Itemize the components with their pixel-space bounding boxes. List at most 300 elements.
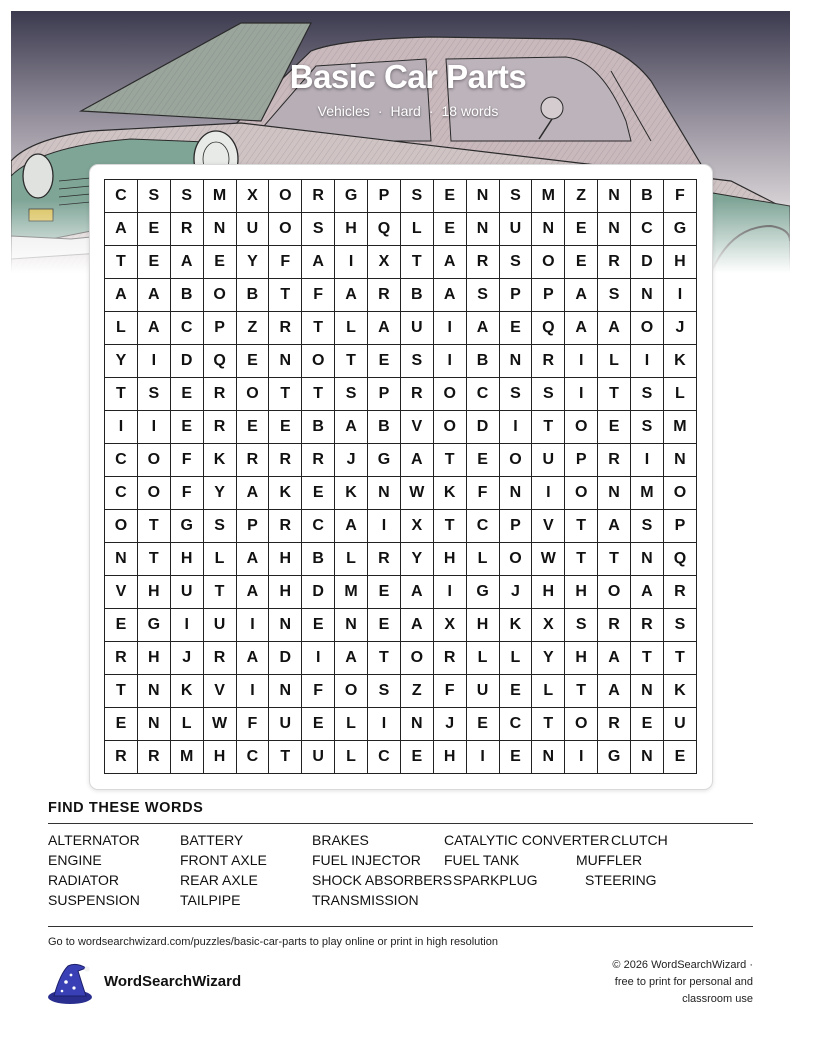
grid-cell[interactable]: L (203, 543, 236, 576)
grid-cell[interactable]: U (203, 609, 236, 642)
grid-cell[interactable]: E (236, 411, 269, 444)
grid-cell[interactable]: R (269, 444, 302, 477)
grid-cell[interactable]: A (631, 576, 664, 609)
grid-cell[interactable]: O (105, 510, 138, 543)
grid-cell[interactable]: P (368, 378, 401, 411)
grid-cell[interactable]: R (203, 411, 236, 444)
grid-cell[interactable]: A (137, 312, 170, 345)
grid-cell[interactable]: K (335, 477, 368, 510)
grid-cell[interactable]: I (466, 741, 499, 774)
grid-cell[interactable]: T (663, 642, 696, 675)
grid-cell[interactable]: S (663, 609, 696, 642)
grid-cell[interactable]: A (433, 279, 466, 312)
grid-cell[interactable]: A (598, 312, 631, 345)
grid-cell[interactable]: R (368, 543, 401, 576)
grid-cell[interactable]: C (105, 180, 138, 213)
grid-cell[interactable]: S (400, 180, 433, 213)
grid-cell[interactable]: U (269, 708, 302, 741)
grid-cell[interactable]: A (400, 444, 433, 477)
grid-cell[interactable]: A (400, 609, 433, 642)
grid-cell[interactable]: J (499, 576, 532, 609)
grid-cell[interactable]: N (631, 741, 664, 774)
grid-cell[interactable]: L (499, 642, 532, 675)
grid-cell[interactable]: I (499, 411, 532, 444)
grid-cell[interactable]: U (466, 675, 499, 708)
grid-cell[interactable]: L (466, 642, 499, 675)
grid-cell[interactable]: M (532, 180, 565, 213)
grid-cell[interactable]: A (105, 213, 138, 246)
grid-cell[interactable]: I (565, 345, 598, 378)
grid-cell[interactable]: E (170, 378, 203, 411)
grid-cell[interactable]: P (663, 510, 696, 543)
grid-cell[interactable]: I (565, 378, 598, 411)
grid-cell[interactable]: P (499, 510, 532, 543)
grid-cell[interactable]: O (335, 675, 368, 708)
grid-cell[interactable]: E (302, 609, 335, 642)
grid-cell[interactable]: R (302, 444, 335, 477)
grid-cell[interactable]: R (400, 378, 433, 411)
grid-cell[interactable]: F (170, 444, 203, 477)
grid-cell[interactable]: I (170, 609, 203, 642)
grid-cell[interactable]: R (631, 609, 664, 642)
grid-cell[interactable]: E (203, 246, 236, 279)
grid-cell[interactable]: E (466, 708, 499, 741)
grid-cell[interactable]: L (105, 312, 138, 345)
grid-cell[interactable]: E (663, 741, 696, 774)
grid-cell[interactable]: O (433, 411, 466, 444)
grid-cell[interactable]: A (433, 246, 466, 279)
grid-cell[interactable]: F (302, 675, 335, 708)
grid-cell[interactable]: B (631, 180, 664, 213)
grid-cell[interactable]: S (499, 246, 532, 279)
grid-cell[interactable]: K (269, 477, 302, 510)
grid-cell[interactable]: I (368, 708, 401, 741)
grid-cell[interactable]: E (466, 444, 499, 477)
grid-cell[interactable]: L (335, 741, 368, 774)
grid-cell[interactable]: C (302, 510, 335, 543)
grid-cell[interactable]: T (565, 543, 598, 576)
grid-cell[interactable]: O (203, 279, 236, 312)
grid-cell[interactable]: C (105, 444, 138, 477)
grid-cell[interactable]: Q (532, 312, 565, 345)
grid-cell[interactable]: E (269, 411, 302, 444)
grid-cell[interactable]: O (302, 345, 335, 378)
grid-cell[interactable]: H (170, 543, 203, 576)
grid-cell[interactable]: N (466, 180, 499, 213)
grid-cell[interactable]: O (269, 213, 302, 246)
grid-cell[interactable]: A (368, 312, 401, 345)
grid-cell[interactable]: K (663, 345, 696, 378)
grid-cell[interactable]: N (499, 345, 532, 378)
grid-cell[interactable]: M (170, 741, 203, 774)
grid-cell[interactable]: T (631, 642, 664, 675)
grid-cell[interactable]: N (499, 477, 532, 510)
grid-cell[interactable]: T (433, 444, 466, 477)
grid-cell[interactable]: A (598, 510, 631, 543)
grid-cell[interactable]: Y (203, 477, 236, 510)
grid-cell[interactable]: T (105, 246, 138, 279)
grid-cell[interactable]: O (137, 444, 170, 477)
grid-cell[interactable]: N (269, 345, 302, 378)
grid-cell[interactable]: B (236, 279, 269, 312)
grid-cell[interactable]: U (302, 741, 335, 774)
grid-cell[interactable]: S (137, 378, 170, 411)
grid-cell[interactable]: Z (565, 180, 598, 213)
grid-cell[interactable]: S (631, 378, 664, 411)
grid-cell[interactable]: I (236, 609, 269, 642)
grid-cell[interactable]: C (631, 213, 664, 246)
grid-cell[interactable]: R (433, 642, 466, 675)
grid-cell[interactable]: A (105, 279, 138, 312)
grid-cell[interactable]: T (269, 378, 302, 411)
grid-cell[interactable]: A (565, 312, 598, 345)
grid-cell[interactable]: H (269, 576, 302, 609)
grid-cell[interactable]: X (400, 510, 433, 543)
grid-cell[interactable]: A (400, 576, 433, 609)
grid-cell[interactable]: Z (400, 675, 433, 708)
grid-cell[interactable]: G (598, 741, 631, 774)
grid-cell[interactable]: P (368, 180, 401, 213)
grid-cell[interactable]: H (466, 609, 499, 642)
grid-cell[interactable]: P (565, 444, 598, 477)
grid-cell[interactable]: O (499, 444, 532, 477)
grid-cell[interactable]: G (368, 444, 401, 477)
grid-cell[interactable]: R (105, 642, 138, 675)
grid-cell[interactable]: D (466, 411, 499, 444)
grid-cell[interactable]: R (269, 312, 302, 345)
grid-cell[interactable]: T (269, 741, 302, 774)
grid-cell[interactable]: E (170, 411, 203, 444)
grid-cell[interactable]: N (598, 180, 631, 213)
grid-cell[interactable]: T (565, 510, 598, 543)
grid-cell[interactable]: L (598, 345, 631, 378)
grid-cell[interactable]: N (368, 477, 401, 510)
grid-cell[interactable]: F (663, 180, 696, 213)
grid-cell[interactable]: H (532, 576, 565, 609)
grid-cell[interactable]: C (368, 741, 401, 774)
grid-cell[interactable]: H (433, 741, 466, 774)
grid-cell[interactable]: S (137, 180, 170, 213)
grid-cell[interactable]: Z (236, 312, 269, 345)
grid-cell[interactable]: T (335, 345, 368, 378)
grid-cell[interactable]: K (663, 675, 696, 708)
grid-cell[interactable]: F (466, 477, 499, 510)
grid-cell[interactable]: E (565, 213, 598, 246)
grid-cell[interactable]: O (433, 378, 466, 411)
grid-cell[interactable]: I (368, 510, 401, 543)
grid-cell[interactable]: E (433, 180, 466, 213)
grid-cell[interactable]: E (105, 708, 138, 741)
grid-cell[interactable]: K (499, 609, 532, 642)
grid-cell[interactable]: P (532, 279, 565, 312)
grid-cell[interactable]: C (170, 312, 203, 345)
grid-cell[interactable]: N (466, 213, 499, 246)
grid-cell[interactable]: E (631, 708, 664, 741)
grid-cell[interactable]: L (335, 543, 368, 576)
play-online-link[interactable]: Go to wordsearchwizard.com/puzzles/basic-car-parts to play online or print in high resolution (48, 936, 498, 948)
grid-cell[interactable]: L (170, 708, 203, 741)
grid-cell[interactable]: R (663, 576, 696, 609)
grid-cell[interactable]: W (203, 708, 236, 741)
grid-cell[interactable]: Q (663, 543, 696, 576)
grid-cell[interactable]: R (598, 444, 631, 477)
grid-cell[interactable]: S (302, 213, 335, 246)
grid-cell[interactable]: I (631, 345, 664, 378)
grid-cell[interactable]: B (302, 411, 335, 444)
grid-cell[interactable]: B (466, 345, 499, 378)
grid-cell[interactable]: L (335, 708, 368, 741)
grid-cell[interactable]: A (335, 642, 368, 675)
grid-cell[interactable]: N (598, 477, 631, 510)
grid-cell[interactable]: T (532, 411, 565, 444)
grid-cell[interactable]: L (466, 543, 499, 576)
grid-cell[interactable]: E (400, 741, 433, 774)
grid-cell[interactable]: T (105, 378, 138, 411)
grid-cell[interactable]: R (105, 741, 138, 774)
grid-cell[interactable]: N (137, 675, 170, 708)
grid-cell[interactable]: I (663, 279, 696, 312)
grid-cell[interactable]: R (203, 378, 236, 411)
grid-cell[interactable]: H (137, 576, 170, 609)
grid-cell[interactable]: O (631, 312, 664, 345)
grid-cell[interactable]: Y (532, 642, 565, 675)
grid-cell[interactable]: H (137, 642, 170, 675)
grid-cell[interactable]: M (663, 411, 696, 444)
grid-cell[interactable]: A (335, 411, 368, 444)
grid-cell[interactable]: E (565, 246, 598, 279)
grid-cell[interactable]: J (663, 312, 696, 345)
grid-cell[interactable]: E (433, 213, 466, 246)
grid-cell[interactable]: O (137, 477, 170, 510)
grid-cell[interactable]: K (203, 444, 236, 477)
grid-cell[interactable]: T (565, 675, 598, 708)
grid-cell[interactable]: S (335, 378, 368, 411)
grid-cell[interactable]: R (598, 246, 631, 279)
grid-cell[interactable]: I (105, 411, 138, 444)
grid-cell[interactable]: E (137, 213, 170, 246)
grid-cell[interactable]: N (400, 708, 433, 741)
grid-cell[interactable]: M (203, 180, 236, 213)
grid-cell[interactable]: R (598, 609, 631, 642)
grid-cell[interactable]: I (302, 642, 335, 675)
grid-cell[interactable]: R (368, 279, 401, 312)
grid-cell[interactable]: S (631, 411, 664, 444)
grid-cell[interactable]: T (203, 576, 236, 609)
grid-cell[interactable]: O (565, 411, 598, 444)
grid-cell[interactable]: G (170, 510, 203, 543)
grid-cell[interactable]: C (466, 378, 499, 411)
grid-cell[interactable]: X (532, 609, 565, 642)
grid-cell[interactable]: T (368, 642, 401, 675)
grid-cell[interactable]: X (236, 180, 269, 213)
grid-cell[interactable]: S (598, 279, 631, 312)
grid-cell[interactable]: R (598, 708, 631, 741)
grid-cell[interactable]: T (302, 378, 335, 411)
grid-cell[interactable]: C (236, 741, 269, 774)
grid-cell[interactable]: R (466, 246, 499, 279)
grid-cell[interactable]: W (400, 477, 433, 510)
grid-cell[interactable]: U (532, 444, 565, 477)
grid-cell[interactable]: R (137, 741, 170, 774)
grid-cell[interactable]: C (466, 510, 499, 543)
grid-cell[interactable]: U (170, 576, 203, 609)
grid-cell[interactable]: E (137, 246, 170, 279)
grid-cell[interactable]: O (663, 477, 696, 510)
grid-cell[interactable]: N (532, 741, 565, 774)
grid-cell[interactable]: D (631, 246, 664, 279)
grid-cell[interactable]: N (598, 213, 631, 246)
grid-cell[interactable]: X (368, 246, 401, 279)
grid-cell[interactable]: N (269, 675, 302, 708)
grid-cell[interactable]: T (269, 279, 302, 312)
grid-cell[interactable]: A (236, 477, 269, 510)
grid-cell[interactable]: E (598, 411, 631, 444)
grid-cell[interactable]: U (236, 213, 269, 246)
grid-cell[interactable]: O (532, 246, 565, 279)
grid-cell[interactable]: P (236, 510, 269, 543)
grid-cell[interactable]: T (433, 510, 466, 543)
grid-cell[interactable]: K (170, 675, 203, 708)
grid-cell[interactable]: G (663, 213, 696, 246)
grid-cell[interactable]: A (236, 642, 269, 675)
grid-cell[interactable]: T (598, 543, 631, 576)
grid-cell[interactable]: M (631, 477, 664, 510)
grid-cell[interactable]: H (433, 543, 466, 576)
grid-cell[interactable]: E (368, 576, 401, 609)
grid-cell[interactable]: N (105, 543, 138, 576)
grid-cell[interactable]: B (170, 279, 203, 312)
grid-cell[interactable]: J (170, 642, 203, 675)
grid-cell[interactable]: T (137, 543, 170, 576)
grid-cell[interactable]: E (236, 345, 269, 378)
grid-cell[interactable]: J (433, 708, 466, 741)
grid-cell[interactable]: G (335, 180, 368, 213)
grid-cell[interactable]: Y (236, 246, 269, 279)
grid-cell[interactable]: Y (105, 345, 138, 378)
grid-cell[interactable]: S (400, 345, 433, 378)
grid-cell[interactable]: U (400, 312, 433, 345)
grid-cell[interactable]: A (565, 279, 598, 312)
grid-cell[interactable]: E (368, 345, 401, 378)
grid-cell[interactable]: E (368, 609, 401, 642)
grid-cell[interactable]: H (269, 543, 302, 576)
grid-cell[interactable]: L (532, 675, 565, 708)
grid-cell[interactable]: A (302, 246, 335, 279)
grid-cell[interactable]: S (203, 510, 236, 543)
grid-cell[interactable]: N (631, 675, 664, 708)
grid-cell[interactable]: O (565, 477, 598, 510)
grid-cell[interactable]: D (269, 642, 302, 675)
grid-cell[interactable]: A (598, 675, 631, 708)
grid-cell[interactable]: S (466, 279, 499, 312)
grid-cell[interactable]: A (335, 279, 368, 312)
grid-cell[interactable]: O (236, 378, 269, 411)
grid-cell[interactable]: R (302, 180, 335, 213)
grid-cell[interactable]: A (137, 279, 170, 312)
grid-cell[interactable]: C (105, 477, 138, 510)
grid-cell[interactable]: I (236, 675, 269, 708)
grid-cell[interactable]: S (499, 378, 532, 411)
grid-cell[interactable]: V (203, 675, 236, 708)
grid-cell[interactable]: Q (368, 213, 401, 246)
grid-cell[interactable]: S (170, 180, 203, 213)
grid-cell[interactable]: I (433, 345, 466, 378)
grid-cell[interactable]: S (368, 675, 401, 708)
grid-cell[interactable]: N (269, 609, 302, 642)
grid-cell[interactable]: Q (203, 345, 236, 378)
grid-cell[interactable]: T (302, 312, 335, 345)
grid-cell[interactable]: F (269, 246, 302, 279)
grid-cell[interactable]: O (269, 180, 302, 213)
grid-cell[interactable]: E (302, 708, 335, 741)
grid-cell[interactable]: V (532, 510, 565, 543)
grid-cell[interactable]: R (532, 345, 565, 378)
grid-cell[interactable]: F (433, 675, 466, 708)
grid-cell[interactable]: R (236, 444, 269, 477)
grid-cell[interactable]: F (302, 279, 335, 312)
grid-cell[interactable]: A (335, 510, 368, 543)
grid-cell[interactable]: X (433, 609, 466, 642)
grid-cell[interactable]: N (631, 543, 664, 576)
grid-cell[interactable]: R (170, 213, 203, 246)
grid-cell[interactable]: W (532, 543, 565, 576)
grid-cell[interactable]: B (400, 279, 433, 312)
grid-cell[interactable]: E (105, 609, 138, 642)
grid-cell[interactable]: T (532, 708, 565, 741)
grid-cell[interactable]: P (499, 279, 532, 312)
grid-cell[interactable]: E (302, 477, 335, 510)
grid-cell[interactable]: D (170, 345, 203, 378)
grid-cell[interactable]: U (663, 708, 696, 741)
grid-cell[interactable]: V (400, 411, 433, 444)
grid-cell[interactable]: F (170, 477, 203, 510)
letter-grid[interactable] (104, 179, 697, 774)
grid-cell[interactable]: I (631, 444, 664, 477)
grid-cell[interactable]: N (532, 213, 565, 246)
grid-cell[interactable]: O (565, 708, 598, 741)
grid-cell[interactable]: O (499, 543, 532, 576)
grid-cell[interactable]: N (203, 213, 236, 246)
grid-cell[interactable]: H (565, 642, 598, 675)
grid-cell[interactable]: E (499, 675, 532, 708)
grid-cell[interactable]: P (203, 312, 236, 345)
grid-cell[interactable]: C (499, 708, 532, 741)
grid-cell[interactable]: T (105, 675, 138, 708)
grid-cell[interactable]: V (105, 576, 138, 609)
grid-cell[interactable]: O (400, 642, 433, 675)
grid-cell[interactable]: S (565, 609, 598, 642)
grid-cell[interactable]: M (335, 576, 368, 609)
grid-cell[interactable]: L (400, 213, 433, 246)
grid-cell[interactable]: I (137, 411, 170, 444)
grid-cell[interactable]: R (203, 642, 236, 675)
grid-cell[interactable]: K (433, 477, 466, 510)
grid-cell[interactable]: Y (400, 543, 433, 576)
grid-cell[interactable]: A (466, 312, 499, 345)
grid-cell[interactable]: A (236, 576, 269, 609)
grid-cell[interactable]: I (137, 345, 170, 378)
grid-cell[interactable]: I (335, 246, 368, 279)
grid-cell[interactable]: B (368, 411, 401, 444)
grid-cell[interactable]: N (663, 444, 696, 477)
grid-cell[interactable]: I (433, 312, 466, 345)
grid-cell[interactable]: L (335, 312, 368, 345)
grid-cell[interactable]: R (269, 510, 302, 543)
grid-cell[interactable]: U (499, 213, 532, 246)
grid-cell[interactable]: J (335, 444, 368, 477)
grid-cell[interactable]: N (631, 279, 664, 312)
grid-cell[interactable]: B (302, 543, 335, 576)
